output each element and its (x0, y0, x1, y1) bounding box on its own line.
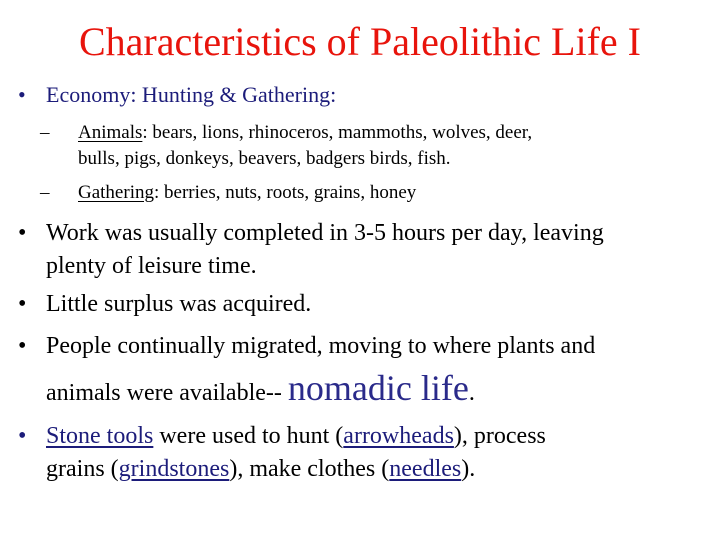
bullet-marker: • (18, 82, 26, 107)
slide-title: Characteristics of Paleolithic Life I (78, 19, 641, 64)
bullet-marker: • (18, 333, 27, 359)
economy-text: Economy: Hunting & Gathering: (46, 82, 337, 107)
animals-line2: bulls, pigs, donkeys, beavers, badgers birds, fish. (78, 148, 451, 169)
work-line2: plenty of leisure time. (46, 253, 257, 279)
animals-line1 (78, 120, 532, 145)
grindstones-link: grindstones (118, 456, 230, 482)
tools-text3: grains ( (46, 456, 119, 482)
tools-text4: ), make clothes ( (229, 456, 390, 482)
bullet-marker: • (18, 291, 27, 317)
migrate-line1: People continually migrated, moving to where plants and (46, 333, 596, 359)
nomadic-life-emphasis: nomadic life (287, 368, 469, 408)
gathering-label: Gathering (78, 182, 154, 203)
animals-rest1: : bears, lions, rhinoceros, mammoths, wolves, deer, (142, 122, 533, 143)
arrowheads-link: arrowheads (343, 423, 454, 449)
tools-line1 (46, 420, 546, 452)
bullet-marker: • (18, 423, 27, 449)
surplus-text: Little surplus was acquired. (46, 291, 312, 317)
stone-tools-link: Stone tools (46, 423, 154, 449)
bullet-marker: • (18, 220, 27, 246)
tools-text5: ). (461, 456, 476, 482)
gathering-rest: : berries, nuts, roots, grains, honey (153, 182, 417, 203)
tools-line2 (46, 453, 475, 485)
dash-marker: – (40, 122, 50, 143)
migrate-line2-text: animals were available-- (46, 380, 288, 406)
animals-label: Animals (78, 122, 143, 143)
migrate-period: . (468, 380, 475, 406)
tools-text1: were used to hunt ( (153, 423, 344, 449)
gathering-line (78, 180, 416, 205)
migrate-line2 (46, 368, 475, 409)
tools-text2: ), process (453, 423, 546, 449)
needles-link: needles (389, 456, 462, 482)
dash-marker: – (40, 182, 50, 203)
work-line1: Work was usually completed in 3-5 hours per day, leaving (46, 220, 604, 246)
